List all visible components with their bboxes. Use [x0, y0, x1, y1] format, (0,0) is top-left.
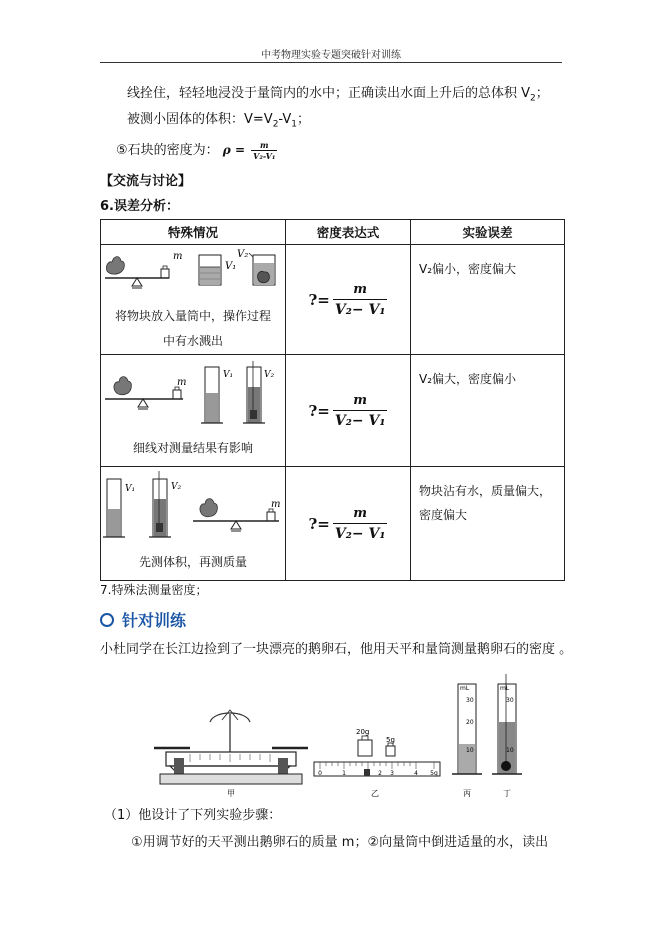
density-formula — [309, 393, 388, 429]
v1-label: V₁ — [125, 484, 136, 494]
formula-cell — [286, 245, 411, 355]
error-text: V₂偏大，密度偏小 — [419, 372, 517, 386]
step-line-2 — [127, 112, 310, 133]
density-fraction — [251, 140, 277, 161]
analysis-heading: 6.误差分析： — [100, 199, 179, 214]
formula-numerator: m — [333, 506, 388, 524]
table-row — [101, 245, 565, 355]
error-cell — [411, 245, 565, 355]
tick-10-ding: 10 — [506, 747, 514, 754]
v2-label: V₂ — [237, 249, 249, 260]
error-text-2: 密度偏大 — [419, 508, 468, 522]
training-intro: 小杜同学在长江边捡到了一块漂亮的鹅卵石，他用天平和量筒测量鹅卵石的密度 。 — [100, 642, 573, 657]
cylinder-bing — [452, 684, 482, 798]
v2-label: V₂ — [171, 482, 182, 492]
circle-bullet-icon — [100, 613, 114, 627]
formula-fraction — [333, 282, 388, 318]
tick-30-ding: 30 — [506, 697, 514, 704]
table-header-row — [101, 220, 565, 245]
label-yi: 乙 — [371, 789, 379, 798]
experiment-figure — [150, 672, 530, 800]
case-caption: 先测体积，再测质量 — [138, 555, 247, 569]
training-title — [100, 608, 186, 631]
formula-cell — [286, 467, 411, 581]
mass-label: m — [271, 499, 281, 510]
ruler-tick-4: 4 — [414, 770, 418, 777]
formula-fraction — [333, 393, 388, 429]
step-line-1 — [127, 86, 549, 107]
special-method-heading: 7.特殊法测量密度； — [100, 583, 208, 597]
cylinder-ding — [492, 674, 522, 798]
step-line-1-end: ； — [535, 86, 549, 101]
fraction-denominator: V₂-V₁ — [253, 151, 276, 161]
volume-formula-mid: -V — [278, 112, 292, 127]
case-caption: 细线对测量结果有影响 — [132, 441, 253, 455]
training-title-text: 针对训练 — [122, 611, 187, 630]
question-1-step: ①用调节好的天平测出鹅卵石的质量 m；②向量筒中倒进适量的水，读出 — [131, 835, 549, 850]
volume-formula-a: 被测小固体的体积：V=V — [127, 112, 273, 127]
formula-numerator: m — [333, 282, 388, 300]
ml-label-ding: mL — [500, 685, 510, 692]
formula-denominator: V₂− V₁ — [334, 412, 386, 429]
density-step-label: ⑤石块的密度为： — [116, 143, 219, 158]
mass-label: m — [173, 251, 183, 262]
balance-jia — [154, 710, 308, 798]
case-caption: 将物块放入量筒中，操作过程 — [114, 309, 271, 323]
formula-numerator: m — [333, 393, 388, 411]
tick-10-bing: 10 — [466, 747, 474, 754]
label-ding: 丁 — [503, 789, 511, 798]
formula-fraction — [333, 506, 388, 542]
fraction-numerator: m — [251, 140, 277, 151]
error-analysis-table — [100, 219, 565, 581]
balance-cylinder-illustration — [101, 245, 286, 301]
v1-label: V₁ — [225, 261, 237, 272]
volume-sub-1: 1 — [291, 119, 297, 130]
col-header-formula: 密度表达式 — [286, 220, 411, 245]
label-bing: 丙 — [463, 789, 471, 798]
table-row — [101, 355, 565, 467]
case-cell — [101, 355, 286, 467]
ruler-tick-2: 2 — [378, 770, 382, 777]
discussion-heading: 【交流与讨论】 — [100, 174, 192, 189]
label-jia: 甲 — [227, 789, 235, 798]
weight-20g-label: 20g — [356, 728, 370, 736]
col-header-error: 实验误差 — [411, 220, 565, 245]
formula-prefix: ?= — [308, 290, 330, 309]
formula-prefix: ?= — [308, 514, 330, 533]
error-cell — [411, 355, 565, 467]
question-1: （1）他设计了下列实验步骤： — [104, 808, 282, 823]
header-rule — [100, 62, 562, 63]
v2-subscript: 2 — [530, 93, 536, 104]
case-cell — [101, 245, 286, 355]
balance-cylinder-illustration — [101, 355, 286, 433]
table-row — [101, 467, 565, 581]
formula-denominator: V₂− V₁ — [334, 301, 386, 318]
error-text: V₂偏小，密度偏大 — [419, 262, 517, 276]
ml-label-bing: mL — [460, 685, 470, 692]
ruler-tick-3: 3 — [390, 770, 394, 777]
case-caption-2: 中有水溅出 — [162, 334, 223, 348]
formula-cell — [286, 355, 411, 467]
step-line-3 — [116, 140, 277, 161]
volume-sub-2: 2 — [272, 119, 279, 130]
tick-20-bing: 20 — [466, 719, 474, 726]
ruler-tick-1: 1 — [342, 770, 346, 777]
v2-label: V₂ — [264, 370, 275, 380]
volume-formula-end: ； — [296, 112, 310, 127]
col-header-case: 特殊情况 — [101, 220, 286, 245]
rho-symbol: ρ = — [222, 143, 246, 157]
v1-label: V₁ — [223, 370, 234, 380]
formula-prefix: ?= — [308, 401, 330, 420]
tick-30-bing: 30 — [466, 697, 474, 704]
mass-label: m — [177, 377, 187, 388]
density-formula — [309, 282, 388, 318]
weights-yi — [314, 728, 440, 798]
ruler-tick-5g: 5g — [430, 770, 438, 777]
error-text: 物块沾有水，质量偏大， — [419, 484, 552, 498]
density-formula — [309, 506, 388, 542]
step-line-1-text: 线拴住，轻轻地浸没于量筒内的水中；正确读出水面上升后的总体积 V — [127, 86, 531, 101]
case-cell — [101, 467, 286, 581]
weight-5g-label: 5g — [386, 736, 395, 744]
error-cell — [411, 467, 565, 581]
formula-denominator: V₂− V₁ — [334, 525, 386, 542]
balance-cylinder-illustration — [101, 467, 286, 547]
ruler-tick-0: 0 — [318, 770, 322, 777]
page-header: 中考物理实验专题突破针对训练 — [261, 50, 401, 61]
